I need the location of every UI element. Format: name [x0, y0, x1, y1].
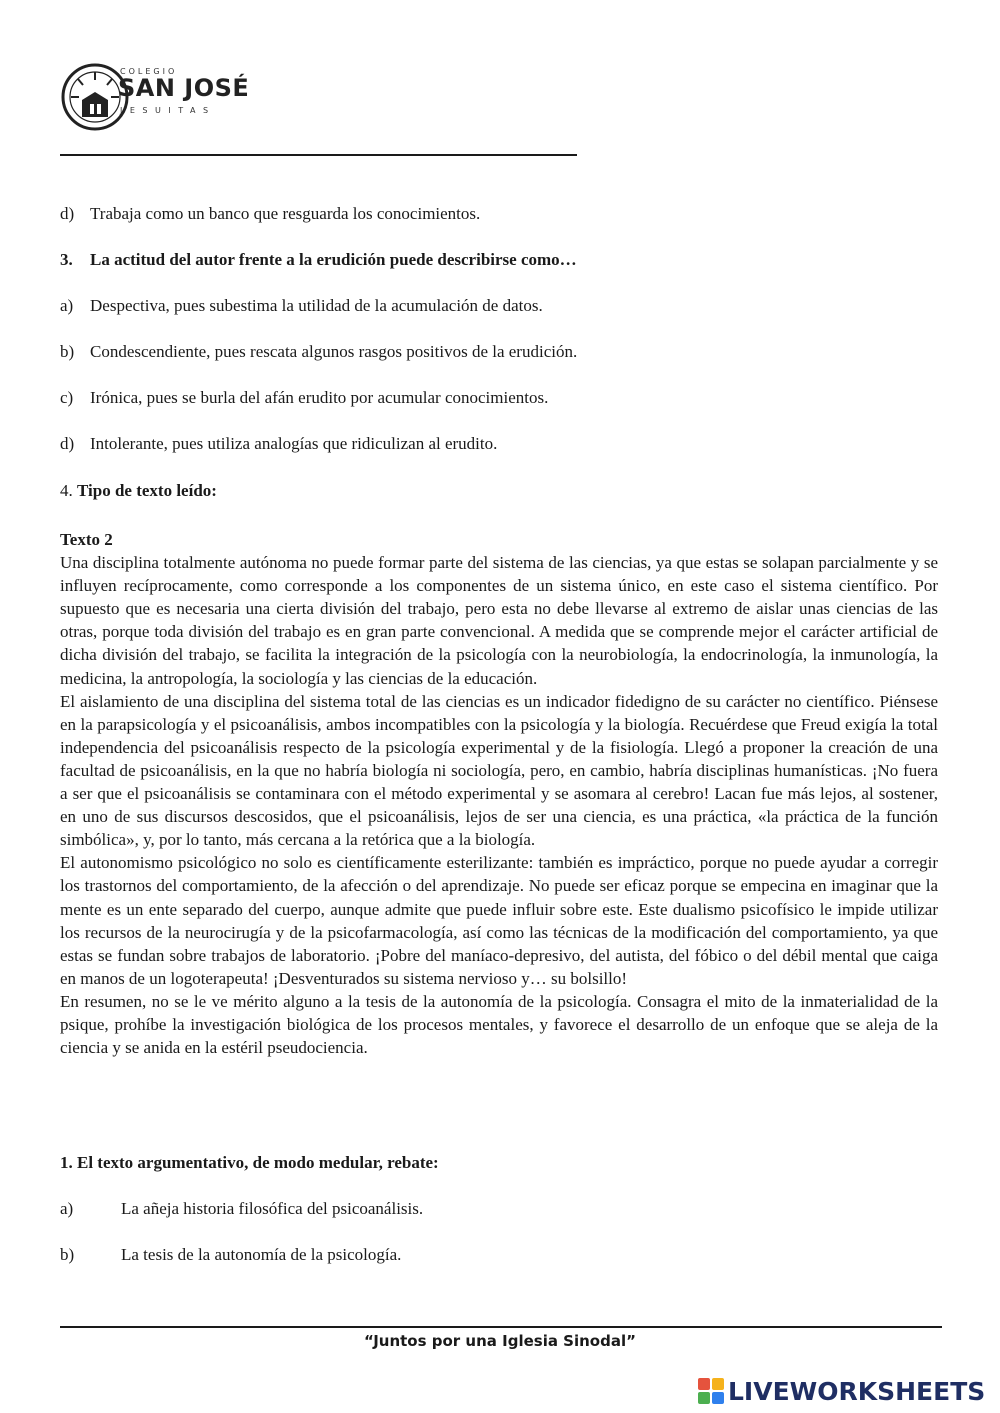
option-label: d) [60, 204, 75, 223]
liveworksheets-logo [698, 1378, 985, 1404]
reading-paragraph: En resumen, no se le ve mérito alguno a la tesis de la autonomía de la psicología. Consagra el mito de la inmaterialidad de la psique, prohíbe la investigación biológica de los procesos mentales, y favorece el desarrollo de un enfoque que se aleja de la ciencia y se anida en la estéril pseudociencia. [60, 991, 938, 1058]
option-text: Intolerante, pues utiliza analogías que ridiculizan al erudito. [90, 434, 498, 453]
question-text: Tipo de texto leído: [77, 481, 217, 500]
footer-divider [60, 1326, 942, 1328]
option-label: c) [60, 388, 74, 407]
q1-text2-option-b [60, 1245, 401, 1265]
q4-prompt [60, 481, 217, 501]
option-label: b) [60, 1245, 75, 1264]
header-divider [60, 154, 577, 156]
q3-option-c [60, 388, 548, 408]
q3-option-a [60, 296, 543, 316]
option-label: b) [60, 342, 75, 361]
option-text: Irónica, pues se burla del afán erudito por acumular conocimientos. [90, 388, 549, 407]
q2-option-d [60, 204, 480, 224]
question-text: La actitud del autor frente a la erudición puede describirse como… [90, 250, 577, 269]
reading-paragraph: El autonomismo psicológico no solo es científicamente esterilizante: también es impráctico, porque no puede ayudar a corregir los trastornos del comportamiento, de la afección o del aprendizaje. No puede ser eficaz porque se empecina en imaginar que la mente es un ente separado del cuerpo, aunque admite que puede influir sobre este. Este dualismo psicofísico le impide utilizar los recursos de la neurocirugía y de la psicofarmacología, así como las técnicas de la modificación del comportamiento, ya que estas se fundan sobre trabajos de laboratorio. ¡Pobre del maníaco-depresivo, del autista, del fóbico o del débil mental que caiga en manos de un logoterapeuta! ¡Desventurados su sistema nervioso y… su bolsillo! [60, 853, 938, 988]
option-text: Condescendiente, pues rescata algunos rasgos positivos de la erudición. [90, 342, 578, 361]
q3-option-b [60, 342, 577, 362]
option-label: d) [60, 434, 75, 453]
option-label: a) [60, 1199, 74, 1218]
reading-paragraph: El aislamiento de una disciplina del sistema total de las ciencias es un indicador fidedigno de su carácter no científico. Piénsese en la parapsicología y el psicoanálisis, ambos incompatibles con la psicología y la biología. Recuérdese que Freud exigía la total independencia del psicoanálisis respecto de la psicología experimental y de la fisiología. Llegó a proponer la creación de una facultad de psicoanálisis, en la que no habría biología ni sociología, pero, en cambio, habría disciplinas humanísticas. ¡No fuera a ser que el psicoanálisis se contaminara con el método experimental y se asomara al cerebro! Lacan fue más lejos, al sostener, en uno de sus discursos descosidos, que el psicoanálisis, lejos de ser una ciencia, es una práctica, «la práctica de la función simbólica», y, por lo tanto, más cercana a la retórica que a la biología. [60, 691, 938, 850]
q1-text2-prompt: 1. El texto argumentativo, de modo medular, rebate: [60, 1153, 439, 1172]
question-number: 4. [60, 481, 73, 500]
option-label: a) [60, 296, 74, 315]
q3-prompt [60, 250, 577, 270]
q3-option-d [60, 434, 497, 454]
option-text: La tesis de la autonomía de la psicología. [121, 1245, 402, 1264]
option-text: La añeja historia filosófica del psicoanálisis. [121, 1199, 424, 1218]
question-number: 3. [60, 250, 73, 269]
school-label-small: COLEGIO [120, 67, 178, 76]
footer-motto: “Juntos por una Iglesia Sinodal” [364, 1332, 636, 1350]
reading-text-2 [60, 528, 938, 1059]
option-text: Trabaja como un banco que resguarda los conocimientos. [90, 204, 481, 223]
option-text: Despectiva, pues subestima la utilidad de la acumulación de datos. [90, 296, 543, 315]
reading-paragraph: Una disciplina totalmente autónoma no puede formar parte del sistema de las ciencias, ya que estas se solapan parcialmente y se influyen recíprocamente, como corresponde a los componentes de un sistema único, en este caso el sistema científico. Por supuesto que es necesaria una cierta división del trabajo, pero esta no debe llevarse al extremo de aislar unas ciencias de las otras, porque toda división del trabajo es en gran parte convencional. A medida que se comprende mejor el carácter artificial de dicha división del trabajo, se facilita la integración de la psicología con la neurobiología, la endocrinología, la inmunología, la medicina, la antropología, la sociología y las ciencias de la educación. [60, 553, 938, 688]
school-name: SAN JOSÉ [118, 74, 250, 102]
school-subtitle: JESUITAS [120, 106, 216, 115]
reading-title: Texto 2 [60, 530, 113, 549]
liveworksheets-blocks-icon [698, 1378, 724, 1404]
liveworksheets-wordmark: LIVEWORKSHEETS [728, 1376, 986, 1406]
q1-text2-option-a [60, 1199, 423, 1219]
